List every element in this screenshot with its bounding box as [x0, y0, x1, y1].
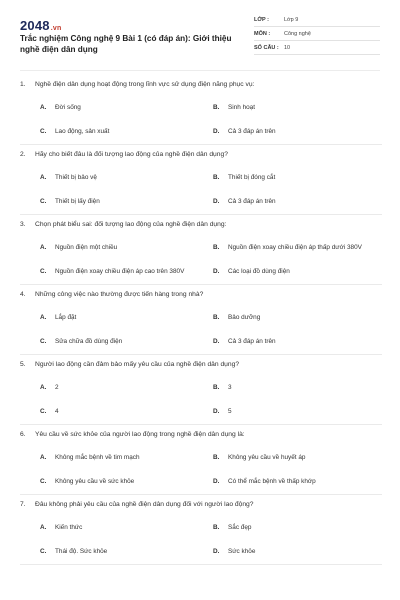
question-divider [20, 354, 382, 355]
question-number: 7. [20, 501, 26, 508]
option-text: Sửa chữa đồ dùng điện [55, 337, 123, 345]
option-letter: D. [213, 197, 220, 205]
page-title: Trắc nghiệm Công nghệ 9 Bài 1 (có đáp án): Giới thiệu nghề điện dân dụng [20, 34, 232, 54]
info-row-class [254, 13, 380, 27]
question-divider [20, 144, 382, 145]
question-text [20, 150, 382, 160]
answer-options [20, 230, 382, 280]
question-divider [20, 494, 382, 495]
option-text: Đời sống [55, 103, 81, 111]
answer-option-a[interactable] [40, 238, 205, 256]
option-letter: A. [40, 313, 47, 321]
question-number: 2. [20, 151, 26, 158]
answer-option-a[interactable] [40, 98, 205, 116]
option-text: Lắp đặt [55, 313, 77, 321]
question-divider [20, 284, 382, 285]
option-text: Cả 3 đáp án trên [228, 127, 276, 135]
option-text: 5 [228, 407, 232, 415]
quiz-info-table [254, 13, 380, 55]
page-header [0, 0, 400, 70]
option-text: Sắc đẹp [228, 523, 252, 531]
answer-options [20, 300, 382, 350]
answer-option-a[interactable] [40, 308, 205, 326]
option-letter: B. [213, 523, 220, 531]
info-value: Lớp 9 [284, 16, 299, 23]
question-stem: Nghề điện dân dụng hoạt động trong lĩnh vực sử dụng điện năng phục vụ: [35, 81, 255, 88]
option-text: Nguồn điện một chiều [55, 243, 118, 251]
option-letter: C. [40, 197, 47, 205]
info-row-count [254, 41, 380, 55]
answer-option-b[interactable] [213, 168, 378, 186]
info-row-subject [254, 27, 380, 41]
question-number: 5. [20, 361, 26, 368]
answer-option-c[interactable] [40, 122, 205, 140]
question-text [20, 80, 382, 90]
answer-option-c[interactable] [40, 262, 205, 280]
info-label: MÔN : [254, 30, 271, 37]
option-text: Cả 3 đáp án trên [228, 197, 276, 205]
site-logo[interactable] [20, 18, 61, 33]
question-divider [20, 214, 382, 215]
option-text: Không mắc bệnh về tim mạch [55, 453, 140, 461]
option-letter: C. [40, 127, 47, 135]
option-text: Không yêu cầu về huyết áp [228, 453, 306, 461]
option-letter: A. [40, 383, 47, 391]
question-divider [20, 564, 382, 565]
info-label: LỚP : [254, 16, 269, 23]
option-text: Bảo dưỡng [228, 313, 261, 321]
answer-options [20, 370, 382, 420]
option-text: Sinh hoạt [228, 103, 256, 111]
option-letter: D. [213, 337, 220, 345]
option-text: Thiết bị bảo vệ [55, 173, 97, 181]
option-letter: D. [213, 267, 220, 275]
option-letter: D. [213, 407, 220, 415]
info-label: SỐ CÂU : [254, 44, 279, 51]
answer-option-d[interactable] [213, 472, 378, 490]
answer-option-c[interactable] [40, 332, 205, 350]
question-stem: Yêu cầu về sức khỏe của người lao động trong nghề điện dân dụng là: [35, 431, 245, 438]
option-text: 4 [55, 407, 59, 415]
answer-option-c[interactable] [40, 402, 205, 420]
answer-options [20, 440, 382, 490]
answer-option-b[interactable] [213, 378, 378, 396]
info-value: 10 [284, 44, 291, 51]
option-letter: B. [213, 383, 220, 391]
question-2 [20, 150, 382, 210]
logo-domain: .vn [50, 25, 62, 32]
question-text [20, 220, 382, 230]
option-letter: C. [40, 407, 47, 415]
option-letter: A. [40, 243, 47, 251]
option-text: Thiết bị lấy điện [55, 197, 100, 205]
question-3 [20, 220, 382, 280]
option-text: Nguồn điện xoay chiều điện áp cao trên 380V [55, 267, 185, 275]
answer-option-b[interactable] [213, 518, 378, 536]
option-letter: D. [213, 477, 220, 485]
answer-options [20, 510, 382, 560]
question-number: 1. [20, 81, 26, 88]
option-letter: A. [40, 103, 47, 111]
question-number: 6. [20, 431, 26, 438]
option-text: Thái độ. Sức khỏe [55, 547, 108, 555]
option-letter: B. [213, 103, 220, 111]
option-letter: B. [213, 173, 220, 181]
answer-option-c[interactable] [40, 472, 205, 490]
option-letter: A. [40, 453, 47, 461]
info-value: Công nghệ [284, 30, 311, 37]
answer-option-d[interactable] [213, 332, 378, 350]
question-stem: Người lao động cần đảm bảo mấy yêu cầu của nghề điện dân dụng? [35, 361, 240, 368]
answer-option-b[interactable] [213, 308, 378, 326]
question-number: 3. [20, 221, 26, 228]
question-5 [20, 360, 382, 420]
option-letter: A. [40, 173, 47, 181]
answer-option-d[interactable] [213, 192, 378, 210]
option-letter: C. [40, 267, 47, 275]
header-divider [20, 70, 380, 71]
question-divider [20, 424, 382, 425]
option-letter: C. [40, 477, 47, 485]
option-letter: C. [40, 547, 47, 555]
option-letter: B. [213, 243, 220, 251]
question-text [20, 360, 382, 370]
question-stem: Những công việc nào thường được tiến hàng trong nhà? [35, 291, 204, 298]
answer-option-d[interactable] [213, 542, 378, 560]
question-text [20, 290, 382, 300]
answer-option-a[interactable] [40, 378, 205, 396]
option-text: Sức khỏe [228, 547, 256, 555]
option-text: Không yêu cầu về sức khỏe [55, 477, 135, 485]
answer-options [20, 90, 382, 140]
question-7 [20, 500, 382, 560]
answer-option-a[interactable] [40, 448, 205, 466]
option-letter: A. [40, 523, 47, 531]
option-text: Các loại đồ dùng điện [228, 267, 290, 275]
answer-option-d[interactable] [213, 402, 378, 420]
option-text: Cả 3 đáp án trên [228, 337, 276, 345]
option-letter: B. [213, 453, 220, 461]
option-letter: C. [40, 337, 47, 345]
question-1 [20, 80, 382, 140]
answer-option-a[interactable] [40, 518, 205, 536]
option-letter: D. [213, 127, 220, 135]
question-stem: Hãy cho biết đâu là đối tượng lao động của nghề điện dân dụng? [35, 151, 228, 158]
option-text: Có thể mắc bệnh về thấp khớp [228, 477, 316, 485]
answer-option-d[interactable] [213, 262, 378, 280]
question-number: 4. [20, 291, 26, 298]
answer-option-c[interactable] [40, 542, 205, 560]
option-text: Lao động, sản xuất [55, 127, 110, 135]
option-letter: B. [213, 313, 220, 321]
option-letter: D. [213, 547, 220, 555]
answer-option-b[interactable] [213, 448, 378, 466]
answer-option-b[interactable] [213, 98, 378, 116]
question-6 [20, 430, 382, 490]
answer-option-b[interactable] [213, 238, 378, 256]
answer-option-d[interactable] [213, 122, 378, 140]
option-text: Kiến thức [55, 523, 83, 531]
option-text: 3 [228, 383, 232, 391]
question-text [20, 430, 382, 440]
question-text [20, 500, 382, 510]
option-text: Thiết bị đóng cắt [228, 173, 276, 181]
answer-options [20, 160, 382, 210]
option-text: 2 [55, 383, 59, 391]
question-stem: Đâu không phải yêu cầu của nghề điện dân dụng đối với người lao động? [35, 501, 254, 508]
logo-text: 2048 [20, 18, 50, 33]
question-4 [20, 290, 382, 350]
option-text: Nguồn điện xoay chiều điện áp thấp dưới 380V [228, 243, 362, 251]
answer-option-c[interactable] [40, 192, 205, 210]
answer-option-a[interactable] [40, 168, 205, 186]
question-stem: Chọn phát biểu sai: đối tượng lao động của nghề điện dân dụng: [35, 221, 227, 228]
